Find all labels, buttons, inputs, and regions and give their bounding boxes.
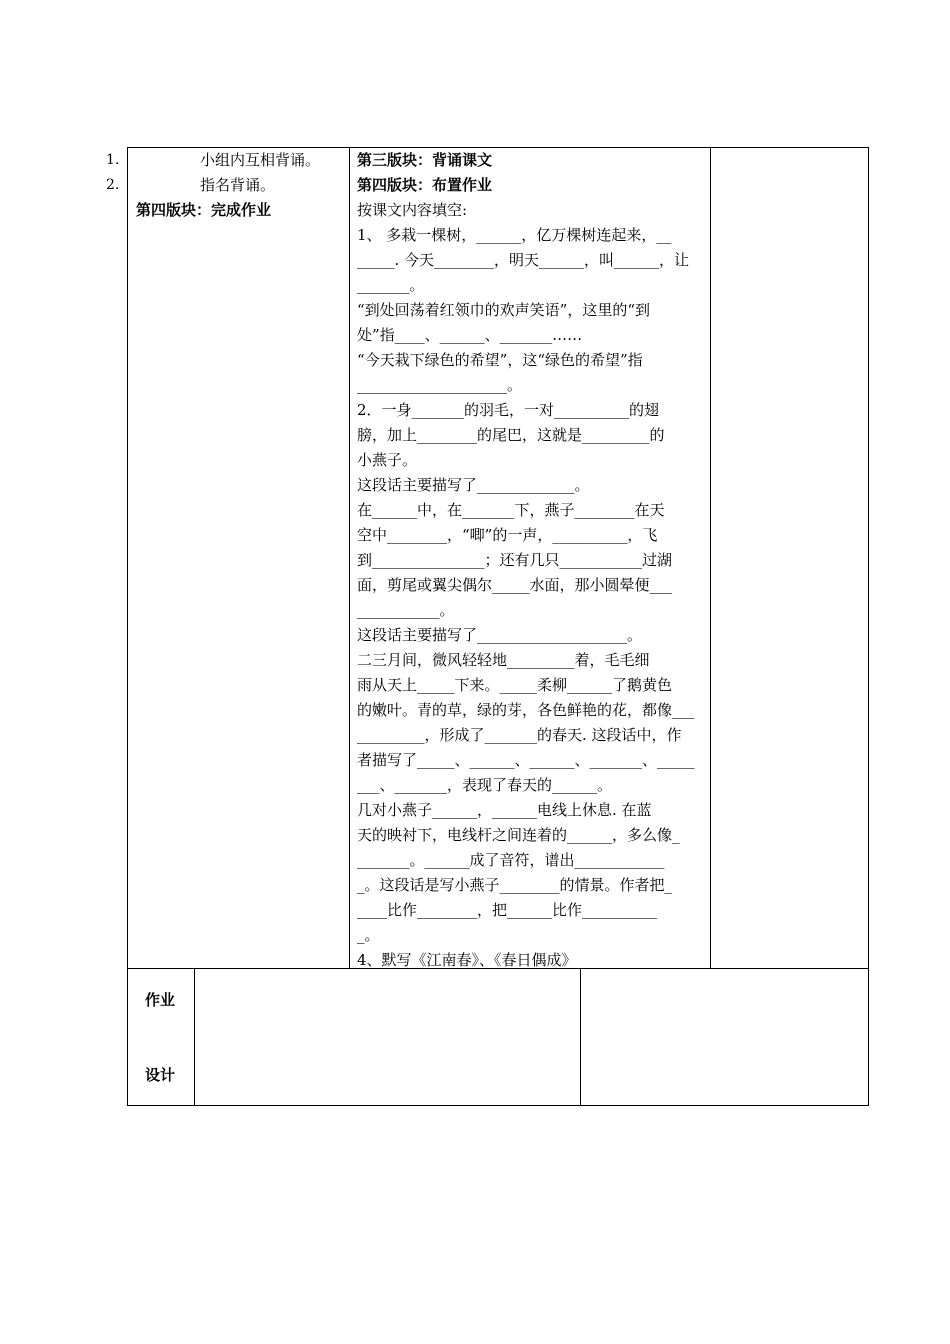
text-line: ___、_______，表现了春天的______。 <box>357 776 613 794</box>
table-bottom-border <box>127 1105 869 1106</box>
text-line: 面，剪尾或翼尖偶尔_____水面，那小圆晕便___ <box>357 576 673 594</box>
text-line: _____. 今天________，明天______，叫______，让 <box>357 251 690 269</box>
section-heading-4: 第四版块：布置作业 <box>357 176 493 194</box>
text-line: 天的映衬下，电线杆之间连着的______，多么像_ <box>357 826 680 844</box>
text-line: 4、默写《江南春》、《春日偶成》 <box>357 951 577 969</box>
text-line: _______。 <box>357 276 425 294</box>
text-line: “到处回荡着红领巾的欢声笑语”，这里的“到 <box>357 301 651 319</box>
text-line: 到_______________；还有几只___________过湖 <box>357 551 673 569</box>
column-divider-1 <box>349 147 350 969</box>
homework-label-top: 作业 <box>145 991 176 1009</box>
homework-label-bottom: 设计 <box>145 1066 176 1084</box>
text-line: _______。______成了音符，谱出____________ <box>357 851 665 869</box>
text-line: 空中________，“唧”的一声，__________，飞 <box>357 526 658 544</box>
text-line: ___________。 <box>357 601 455 619</box>
text-line: _。 <box>357 926 380 944</box>
column-divider-2 <box>710 147 711 969</box>
text-line: ____比作________，把______比作__________ <box>357 901 658 919</box>
text-line: 几对小燕子______，______电线上休息. 在蓝 <box>357 801 652 819</box>
text-line: “今天栽下绿色的希望”，这“绿色的希望”指 <box>357 351 643 369</box>
text-line: ____________________。 <box>357 376 523 394</box>
text-line: 雨从天上_____下来。_____柔柳______了鹅黄色 <box>357 676 673 694</box>
table-left-border <box>127 147 128 1106</box>
text-line: _。这段话是写小燕子________的情景。作者把_ <box>357 876 673 894</box>
list-number-1: 1. <box>106 152 120 168</box>
section-heading-3: 第三版块：背诵课文 <box>357 151 493 169</box>
text-line: 2．一身_______的羽毛，一对__________的翅 <box>357 401 660 419</box>
left-item-1: 小组内互相背诵。 <box>200 151 321 169</box>
text-line: 处”指____、______、_______…… <box>357 326 583 344</box>
left-section-heading: 第四版块：完成作业 <box>136 201 272 219</box>
text-line: 这段话主要描写了____________________。 <box>357 626 643 644</box>
text-line: 二三月间，微风轻轻地_________着，毛毛细 <box>357 651 650 669</box>
text-line: 这段话主要描写了_____________。 <box>357 476 590 494</box>
text-line: 膀，加上________的尾巴，这就是_________的 <box>357 426 665 444</box>
text-line: 小燕子。 <box>357 451 418 469</box>
text-line: _________，形成了_______的春天. 这段话中，作 <box>357 726 682 744</box>
left-item-2: 指名背诵。 <box>200 176 276 194</box>
text-line: 按课文内容填空: <box>357 201 468 219</box>
text-line: 者描写了_____、______、______、_______、_____ <box>357 751 695 769</box>
homework-label-divider <box>194 968 195 1106</box>
text-line: 的嫩叶。青的草，绿的芽，各色鲜艳的花，都像___ <box>357 701 695 719</box>
text-line: 1、 多栽一棵树，______，亿万棵树连起来，__ <box>357 226 672 244</box>
homework-content-divider <box>580 968 581 1106</box>
table-right-border <box>868 147 869 1106</box>
list-number-2: 2. <box>106 177 120 193</box>
text-line: 在______中，在_______下，燕子________在天 <box>357 501 665 519</box>
right-column-content <box>357 148 707 973</box>
